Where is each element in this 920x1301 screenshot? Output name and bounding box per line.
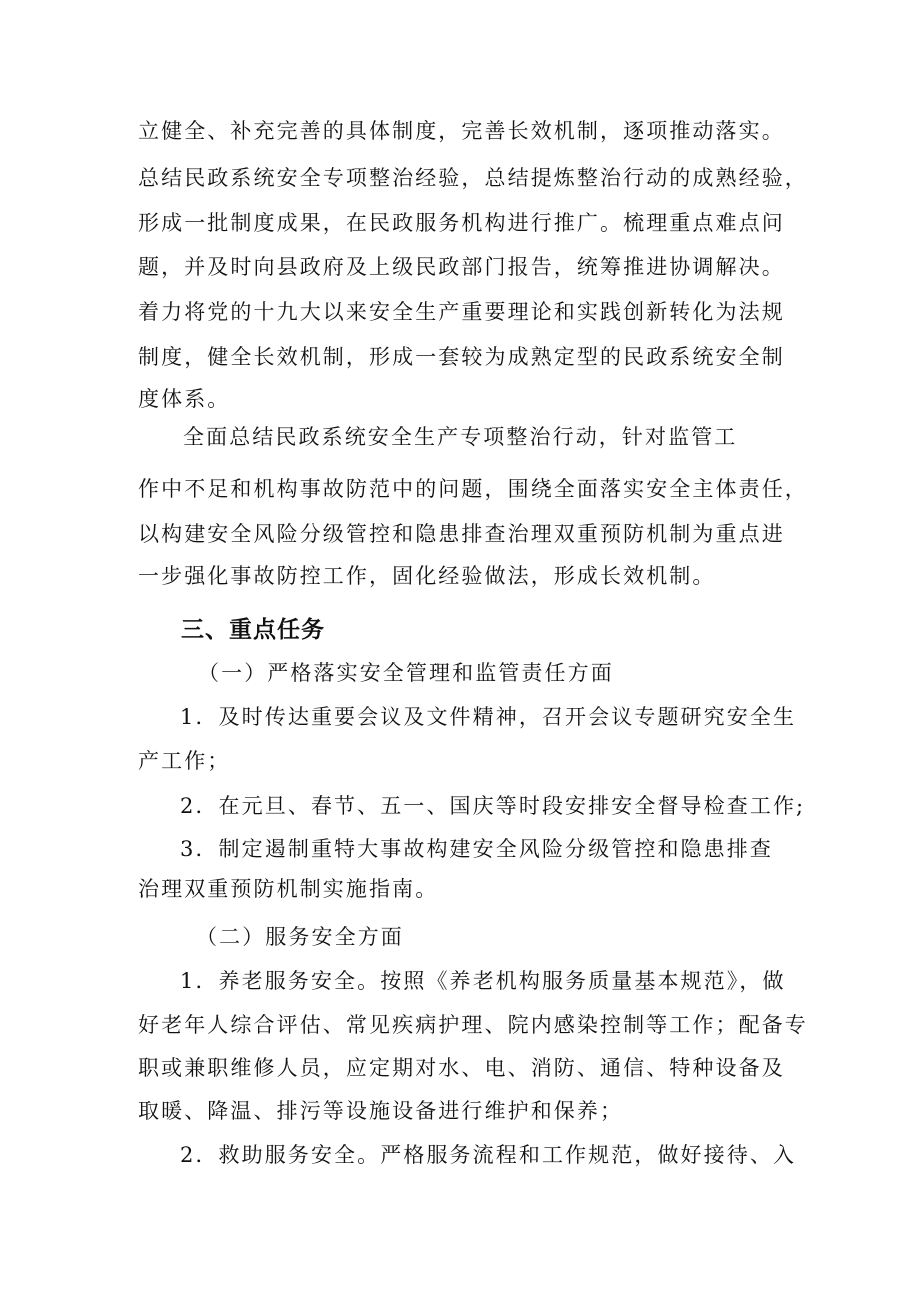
subsection-heading: （二）服务安全方面	[196, 925, 404, 949]
body-line: 总结民政系统安全专项整治经验，总结提炼整治行动的成熟经验，	[138, 166, 808, 190]
list-item: 1．养老服务安全。按照《养老机构服务质量基本规范》，做	[180, 969, 786, 993]
list-item: 2．在元旦、春节、五一、国庆等时段安排安全督导检查工作;	[180, 794, 806, 818]
body-line: 以构建安全风险分级管控和隐患排查治理双重预防机制为重点进	[138, 522, 785, 546]
body-line: 度体系。	[138, 387, 231, 411]
body-line: 立健全、补充完善的具体制度，完善长效机制，逐项推动落实。	[138, 119, 785, 143]
body-line: 一步强化事故防控工作，固化经验做法，形成长效机制。	[138, 564, 716, 588]
body-line: 题，并及时向县政府及上级民政部门报告，统筹推进协调解决。	[138, 255, 785, 279]
subsection-heading: （一）严格落实安全管理和监管责任方面	[198, 661, 614, 685]
body-line: 制度，健全长效机制，形成一套较为成熟定型的民政系统安全制	[138, 345, 785, 369]
body-line: 作中不足和机构事故防范中的问题，围绕全面落实安全主体责任，	[138, 477, 808, 501]
list-item: 1．及时传达重要会议及文件精神，召开会议专题研究安全生	[180, 705, 797, 729]
body-line: 治理双重预防机制实施指南。	[138, 877, 439, 901]
body-line: 职或兼职维修人员，应定期对水、电、消防、通信、特种设备及	[138, 1056, 785, 1080]
body-line: 全面总结民政系统安全生产专项整治行动，针对监管工	[183, 425, 738, 449]
list-item: 3．制定遏制重特大事故构建安全风险分级管控和隐患排查	[180, 837, 773, 861]
section-heading: 三、重点任务	[181, 617, 325, 643]
body-line: 形成一批制度成果，在民政服务机构进行推广。梳理重点难点问	[138, 211, 785, 235]
list-item: 2．救助服务安全。严格服务流程和工作规范，做好接待、入	[180, 1143, 797, 1167]
body-line: 产工作；	[138, 749, 231, 773]
body-line: 好老年人综合评估、常见疾病护理、院内感染控制等工作；配备专	[138, 1013, 808, 1037]
body-line: 着力将党的十九大以来安全生产重要理论和实践创新转化为法规	[138, 300, 785, 324]
body-line: 取暖、降温、排污等设施设备进行维护和保养；	[138, 1099, 624, 1123]
